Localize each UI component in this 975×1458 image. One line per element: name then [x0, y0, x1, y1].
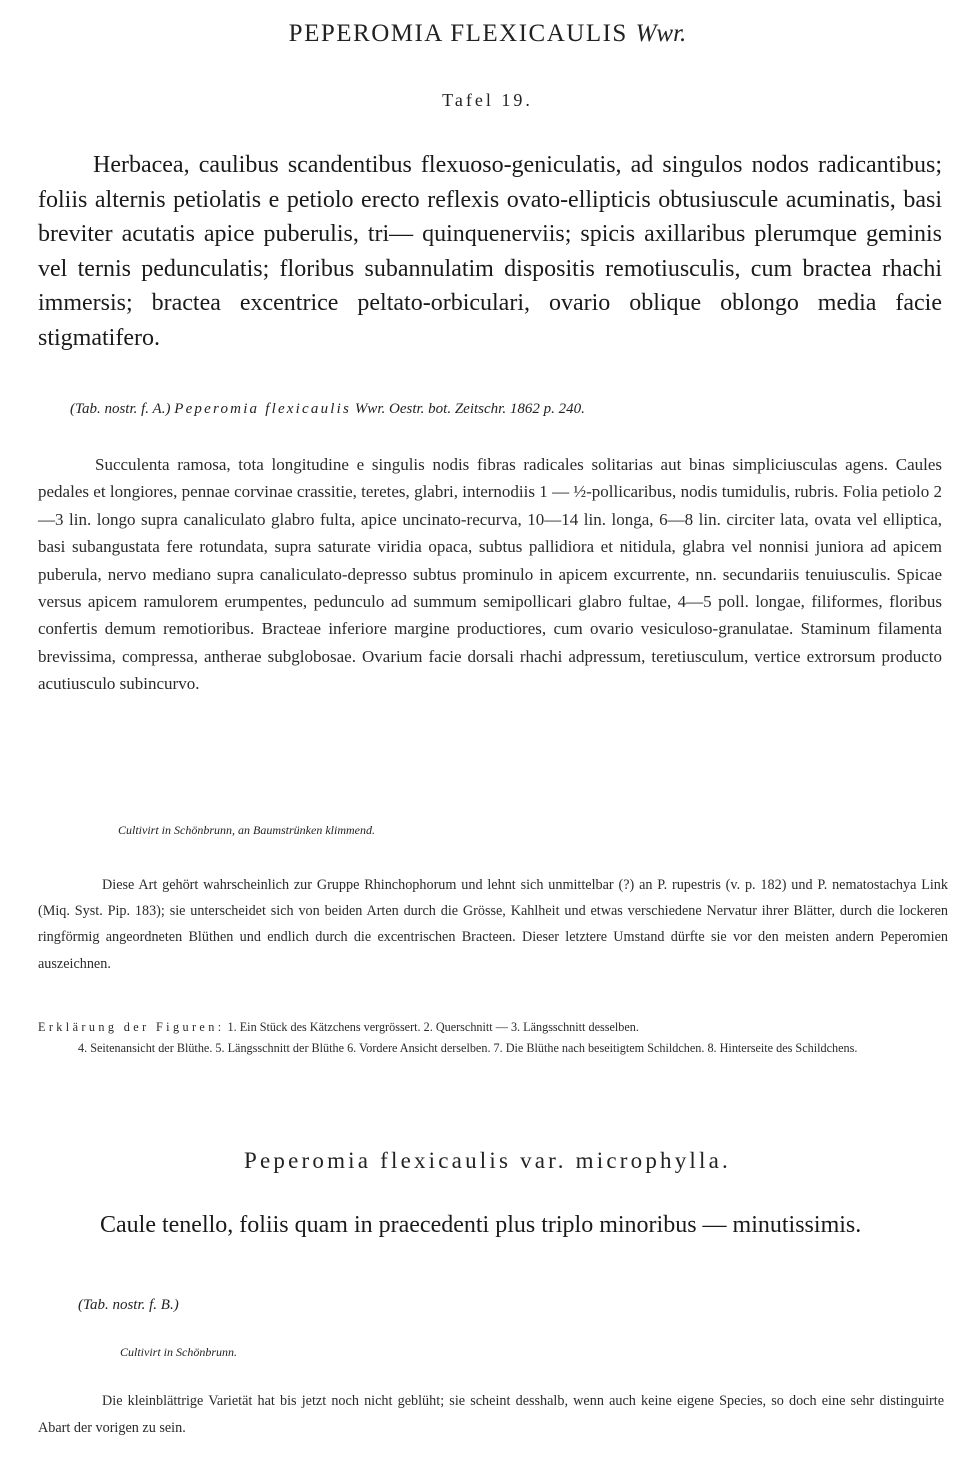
page-title: [0, 20, 975, 48]
remarks-paragraph: Diese Art gehört wahrscheinlich zur Gruppe Rhinchophorum und lehnt sich unmittelbar (?) an P. rupestris (v. p. 182) und P. nematostachya Link (Miq. Syst. Pip. 183); sie unterscheidet sich von beiden Arten durch die Grösse, Kahlheit und etwas verschiedene Nervatur ihrer Blätter, durch die lockeren ringförmig angeordneten Blüthen und endlich durch die excentrischen Bracteen. Dieser letztere Umstand dürfte sie vor den meisten andern Peperomien auszeichnen.: [38, 877, 948, 972]
figure-legend-line-2: 4. Seitenansicht der Blüthe. 5. Längsschnitt der Blüthe 6. Vordere Ansicht derselben. 7. Die Blüthe nach beseitigtem Schildchen. 8. Hinterseite des Schildchens.: [78, 1040, 858, 1055]
species-citation: [70, 401, 930, 418]
cultivation-note: Cultivirt in Schönbrunn, an Baumstrünken klimmend.: [118, 823, 375, 837]
variety-citation: (Tab. nostr. f. B.): [78, 1297, 179, 1313]
figure-legend-label: Erklärung der Figuren:: [38, 1020, 225, 1034]
citation-plate-ref: (Tab. nostr. f. A.): [70, 401, 171, 417]
plate-number: Tafel 19.: [442, 90, 533, 110]
citation-source: Wwr. Oestr. bot. Zeitschr. 1862 p. 240.: [354, 401, 585, 417]
variety-cultivation-note: Cultivirt in Schönbrunn.: [120, 1345, 237, 1359]
variety-diagnosis: Caule tenello, foliis quam in praecedenti plus triplo minoribus — minutissimis.: [100, 1212, 862, 1238]
figure-legend: [38, 1017, 948, 1058]
figure-legend-line-1: 1. Ein Stück des Kätzchens vergrössert. 2. Querschnitt — 3. Längsschnitt desselben.: [227, 1020, 639, 1034]
title-author: Wwr.: [635, 20, 687, 47]
species-title: PEPEROMIA FLEXICAULIS: [288, 20, 628, 47]
citation-name: Peperomia flexicaulis: [174, 401, 352, 417]
variety-remarks: Die kleinblättrige Varietät hat bis jetzt noch nicht geblüht; sie scheint desshalb, wenn auch keine eigene Species, so doch eine sehr distinguirte Abart der vorigen zu sein.: [38, 1393, 944, 1436]
species-description: Succulenta ramosa, tota longitudine e singulis nodis fibras radicales solitarias aut binas simpliciusculas agens. Caules pedales et longiores, pennae corvinae crassitie, teretes, glabri, internodiis 1 — ½-pollicaribus, nodis tumidulis, rubris. Folia petiolo 2—3 lin. longo supra canaliculato glabro fulta, apice uncinato-recurva, 10—14 lin. longa, 6—8 lin. circiter lata, ovata vel elliptica, basi subangustata fere rotundata, supra saturate viridia opaca, subtus pallidiora et nitidula, glabra vel nonnisi juniora ad apicem puberula, nervo mediano supra canaliculato-depresso subtus prominulo in apicem excurrente, nn. secundariis tenuiusculis. Spicae versus apicem ramulorem erumpentes, pedunculo ad summum semipollicari glabro fultae, 4—5 poll. longae, filiformes, floribus confertis demum remotioribus. Bracteae inferiore margine productiores, cum ovario vesiculoso-granulatae. Staminum filamenta brevissima, compressa, antherae subglobosae. Ovarium facie dorsali rhachi adpressum, teretiusculum, vertice extrorsum producto acutiusculo subincurvo.: [38, 455, 942, 694]
variety-title: Peperomia flexicaulis var. microphylla.: [244, 1148, 731, 1173]
species-diagnosis: Herbacea, caulibus scandentibus flexuoso-geniculatis, ad singulos nodos radicantibus; foliis alternis petiolatis e petiolo erecto reflexis ovato-ellipticis obtusiuscule acuminatis, basi breviter acutatis apice puberulis, tri— quinquenerviis; spicis axillaribus plerumque geminis vel ternis pedunculatis; floribus subannulatim dispositis remotiusculis, cum bractea rhachi immersis; bractea excentrice peltato-orbiculari, ovario oblique oblongo media facie stigmatifero.: [38, 152, 942, 351]
